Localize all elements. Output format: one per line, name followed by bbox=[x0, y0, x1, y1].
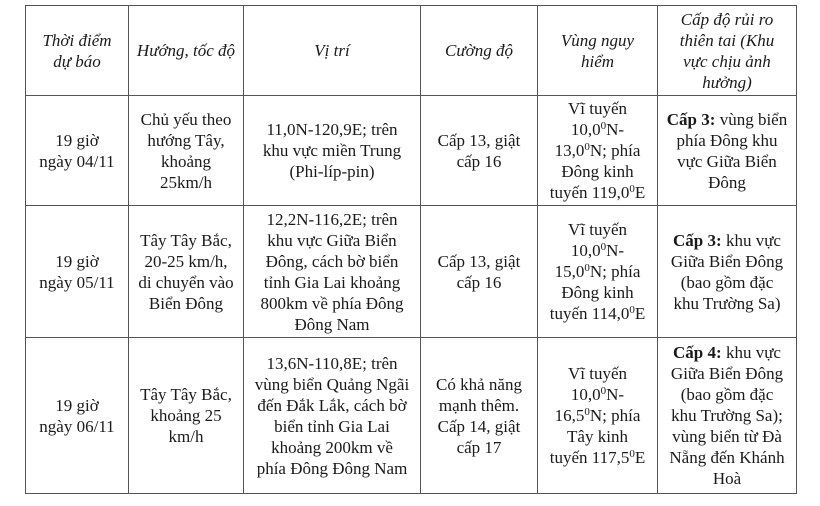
cell-text: khoảng 200km về bbox=[271, 437, 393, 457]
cell-text: 10,0$^0$N- bbox=[570, 241, 625, 260]
cell-text: tuyến 119,0$^0$E bbox=[549, 183, 646, 202]
risk-level-label: Cấp 3: bbox=[673, 230, 722, 250]
cell-position bbox=[244, 96, 421, 206]
header-text: dự báo bbox=[53, 51, 101, 71]
cell-text: 13,6N-110,8E; trên bbox=[266, 353, 398, 373]
cell-text: khu Trường Sa) bbox=[673, 293, 781, 313]
cell-text: 800km về phía Đông bbox=[260, 293, 404, 313]
cell-text: cấp 17 bbox=[456, 437, 502, 457]
cell-intensity bbox=[421, 96, 538, 206]
cell-risk-level bbox=[658, 338, 797, 494]
cell-text: khu vực Giữa Biển bbox=[267, 230, 397, 250]
cell-text: ngày 06/11 bbox=[39, 416, 115, 436]
cell-danger-zone bbox=[538, 96, 658, 206]
degree-sup: 0 bbox=[600, 385, 607, 397]
cell-text: Đông kinh bbox=[561, 283, 634, 302]
cell-text: Cấp 14, giật bbox=[437, 416, 521, 436]
cell-text: tuyến 117,5$^0$E bbox=[549, 448, 646, 467]
cell-forecast-time bbox=[26, 206, 129, 338]
cell-text: Đông Nam bbox=[294, 314, 370, 334]
cell-text: vùng biển Quảng Ngãi bbox=[254, 374, 410, 394]
cell-forecast-time bbox=[26, 96, 129, 206]
header-text: Cường độ bbox=[445, 41, 513, 60]
risk-level-label: Cấp 3: bbox=[666, 109, 716, 129]
cell-text: khu Trường Sa); bbox=[671, 406, 783, 425]
degree-sup: 0 bbox=[600, 241, 607, 253]
cell-text: Hoà bbox=[712, 469, 742, 488]
cell-text: đến Đắk Lắk, cách bờ bbox=[257, 395, 407, 415]
cell-text: vùng biển từ Đà bbox=[672, 427, 782, 446]
cell-text: 16,5$^0$N; phía bbox=[554, 406, 641, 425]
cell-text: khoảng bbox=[160, 151, 212, 171]
cell-text: Tây Tây Bắc, bbox=[140, 230, 232, 250]
cell-text: Đông bbox=[708, 172, 746, 192]
cell-text: tuyến 114,0$^0$E bbox=[549, 304, 646, 323]
cell-text: biển tỉnh Gia Lai bbox=[274, 416, 390, 436]
cell-text: khoảng 25 bbox=[150, 406, 222, 425]
cell-text: Cấp 3: khu vực bbox=[673, 230, 781, 250]
cell-direction-speed bbox=[129, 96, 244, 206]
cell-text: Biển Đông bbox=[148, 293, 224, 313]
table-row bbox=[26, 96, 797, 206]
degree-sup: 0 bbox=[629, 304, 635, 316]
degree-sup: 0 bbox=[600, 120, 607, 132]
cell-text: 19 giờ bbox=[55, 130, 99, 150]
cell-text: Đông kinh bbox=[561, 162, 634, 181]
cell-text: Vĩ tuyến bbox=[567, 364, 628, 383]
cell-text: Giữa Biển Đông bbox=[670, 251, 784, 271]
cell-text: hướng Tây, bbox=[147, 130, 225, 150]
cell-text: (bao gồm đặc bbox=[680, 385, 774, 404]
header-text: hưởng) bbox=[702, 72, 752, 92]
cell-risk-level bbox=[658, 96, 797, 206]
header-text: vực chịu ảnh bbox=[683, 51, 771, 71]
cell-text: Cấp 13, giật bbox=[437, 251, 521, 271]
header-direction-speed bbox=[129, 6, 244, 96]
cell-text: cấp 16 bbox=[456, 272, 502, 292]
cell-text: 19 giờ bbox=[55, 251, 99, 271]
cell-position bbox=[244, 338, 421, 494]
cell-danger-zone bbox=[538, 206, 658, 338]
table-row bbox=[26, 338, 797, 494]
cell-text: 13,0$^0$N; phía bbox=[554, 141, 641, 160]
cell-danger-zone bbox=[538, 338, 658, 494]
degree-sup: 0 bbox=[629, 448, 635, 460]
cell-text: Tây Tây Bắc, bbox=[140, 385, 232, 404]
cell-text: phía Đông Đông Nam bbox=[256, 458, 408, 478]
cell-text: Tây kinh bbox=[567, 427, 628, 446]
table-row bbox=[26, 206, 797, 338]
header-text: Thời điểm bbox=[42, 30, 112, 50]
cell-text: cấp 16 bbox=[456, 151, 502, 171]
cell-text: tỉnh Gia Lai khoảng bbox=[263, 272, 401, 292]
cell-direction-speed bbox=[129, 338, 244, 494]
header-position bbox=[244, 6, 421, 96]
cell-text: 20-25 km/h, bbox=[144, 251, 228, 271]
header-text: hiểm bbox=[580, 51, 615, 71]
cell-risk-level bbox=[658, 206, 797, 338]
degree-sup: 0 bbox=[584, 406, 590, 418]
cell-position bbox=[244, 206, 421, 338]
header-intensity bbox=[421, 6, 538, 96]
cell-text: 10,0$^0$N- bbox=[570, 120, 625, 139]
header-text: Vùng nguy bbox=[560, 30, 635, 50]
header-row bbox=[26, 6, 797, 96]
cell-text: ngày 05/11 bbox=[39, 272, 115, 292]
cell-text: (Phi-líp-pin) bbox=[289, 162, 375, 181]
cell-text: 12,2N-116,2E; trên bbox=[266, 209, 398, 229]
cell-text: 15,0$^0$N; phía bbox=[554, 262, 641, 281]
cell-text: Có khả năng bbox=[436, 374, 522, 394]
cell-text: 10,0$^0$N- bbox=[570, 385, 625, 404]
degree-sup: 0 bbox=[584, 262, 590, 274]
cell-intensity bbox=[421, 338, 538, 494]
risk-level-label: Cấp 4: bbox=[673, 343, 722, 362]
cell-text: Đông, cách bờ biển bbox=[265, 251, 399, 271]
cell-text: Cấp 3: vùng biển bbox=[666, 109, 788, 129]
cell-text: Giữa Biển Đông bbox=[670, 364, 784, 383]
cell-text: Chủ yếu theo bbox=[140, 109, 232, 129]
cell-text: Nẵng đến Khánh bbox=[669, 448, 785, 467]
header-text: Hướng, tốc độ bbox=[136, 41, 236, 60]
cell-text: Cấp 13, giật bbox=[437, 130, 521, 150]
cell-text: Cấp 4: khu vực bbox=[673, 343, 781, 362]
cell-text: 11,0N-120,9E; trên bbox=[266, 120, 398, 139]
header-text: thiên tai (Khu bbox=[679, 30, 775, 50]
cell-text: km/h bbox=[168, 427, 204, 446]
header-risk-level bbox=[658, 6, 797, 96]
cell-text: di chuyển vào bbox=[138, 272, 234, 292]
cell-text: 19 giờ bbox=[55, 395, 99, 415]
cell-text: ngày 04/11 bbox=[39, 151, 115, 171]
cell-text: Vĩ tuyến bbox=[567, 220, 628, 239]
degree-sup: 0 bbox=[629, 183, 635, 195]
degree-sup: 0 bbox=[584, 141, 590, 153]
cell-text: (bao gồm đặc bbox=[680, 272, 774, 292]
storm-forecast-table bbox=[25, 5, 797, 494]
cell-intensity bbox=[421, 206, 538, 338]
cell-text: khu vực miền Trung bbox=[262, 141, 402, 160]
cell-forecast-time bbox=[26, 338, 129, 494]
header-text: Cấp độ rủi ro bbox=[680, 9, 774, 29]
header-text: Vị trí bbox=[314, 41, 350, 60]
cell-text: vực Giữa Biển bbox=[677, 151, 777, 171]
header-danger-zone bbox=[538, 6, 658, 96]
cell-text: 25km/h bbox=[160, 172, 212, 192]
header-forecast-time bbox=[26, 6, 129, 96]
cell-direction-speed bbox=[129, 206, 244, 338]
cell-text: Vĩ tuyến bbox=[567, 99, 628, 118]
cell-text: phía Đông khu bbox=[676, 130, 778, 150]
cell-text: mạnh thêm. bbox=[438, 395, 520, 415]
